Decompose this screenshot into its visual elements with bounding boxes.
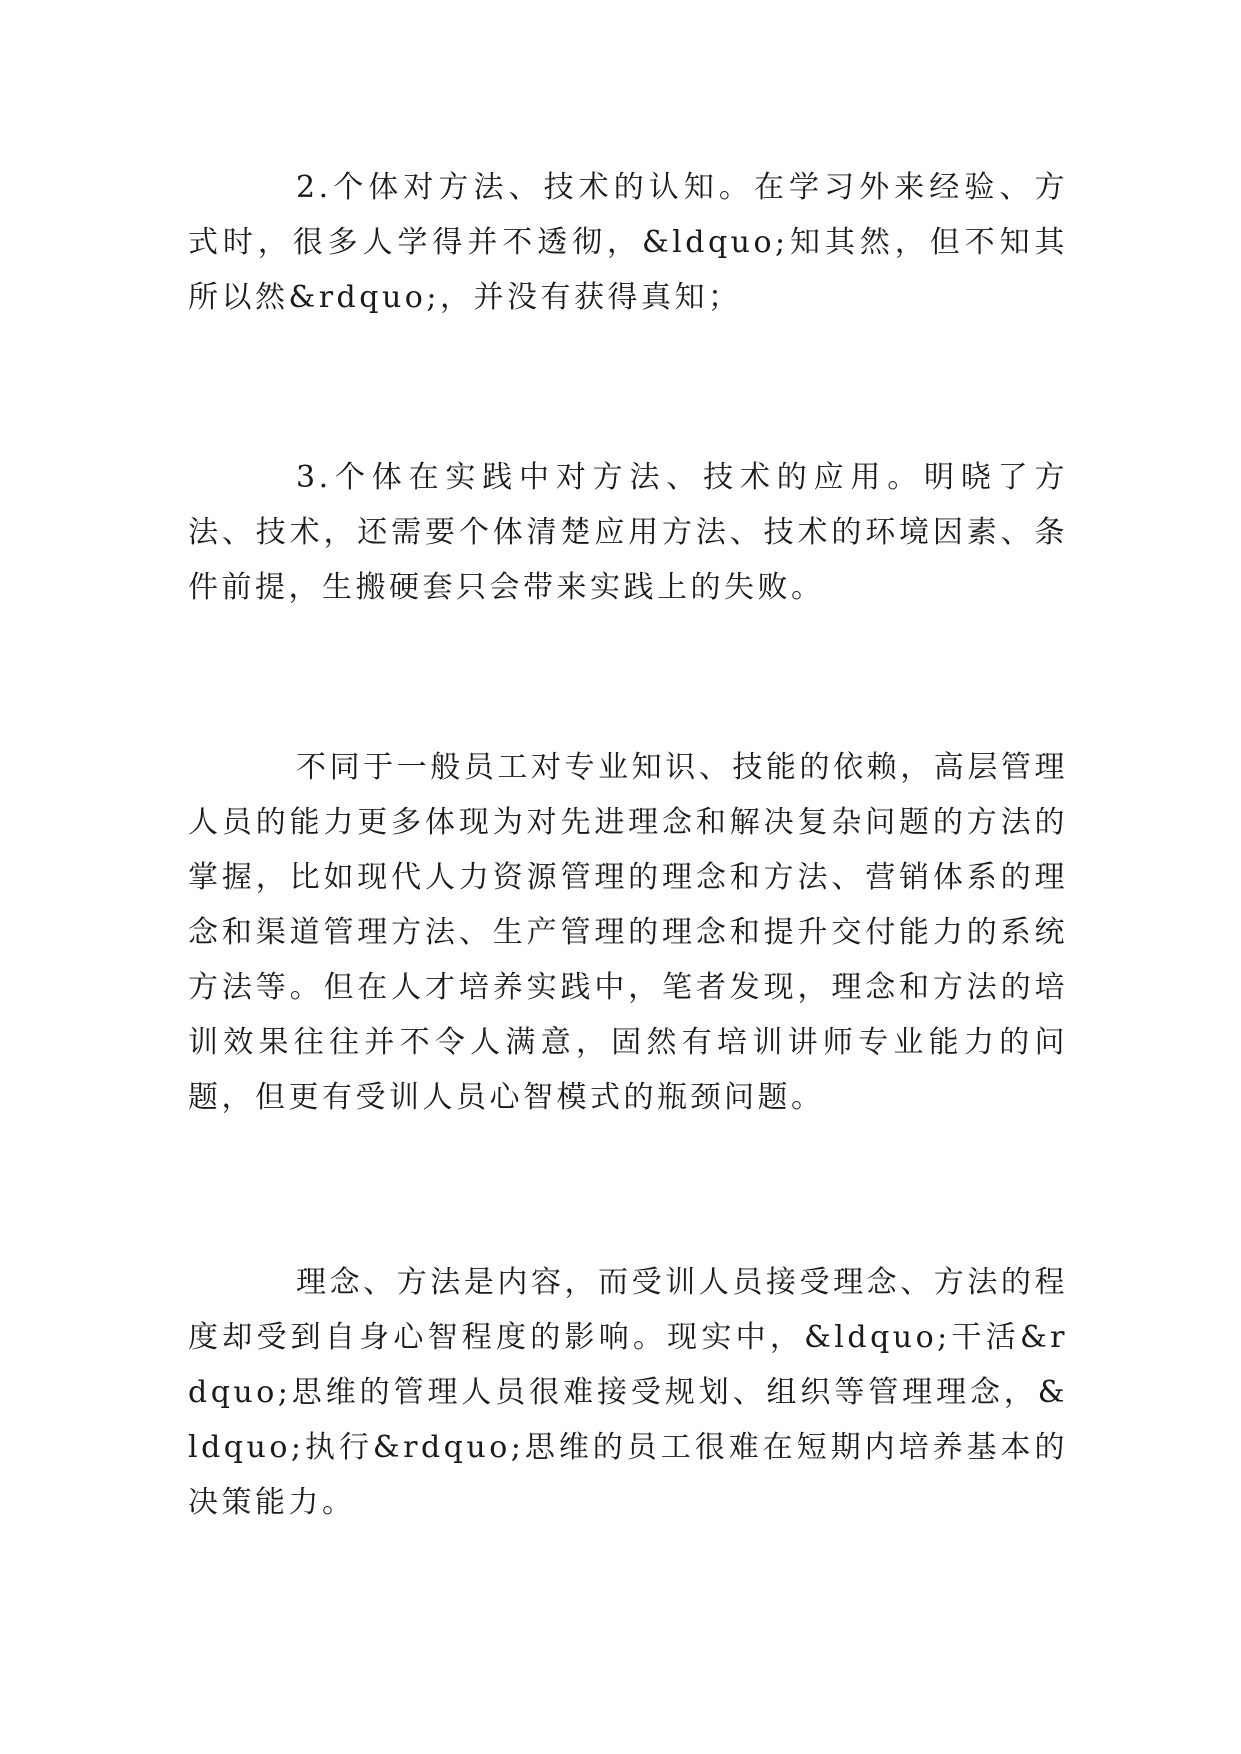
paragraph-mental-model: 理念、方法是内容，而受训人员接受理念、方法的程度却受到自身心智程度的影响。现实中，&ldquo;干活&rdquo;思维的管理人员很难接受规划、组织等管理理念，&ldquo;执行&rdquo;思维的员工很难在短期内培养基本的决策能力。 (188, 1265, 1068, 1520)
paragraph-method-cognition: 2.个体对方法、技术的认知。在学习外来经验、方式时，很多人学得并不透彻，&ldquo;知其然，但不知其所以然&rdquo;，并没有获得真知； (188, 170, 1068, 315)
paragraph-senior-management-ability: 不同于一般员工对专业知识、技能的依赖，高层管理人员的能力更多体现为对先进理念和解决复杂问题的方法的掌握，比如现代人力资源管理的理念和方法、营销体系的理念和渠道管理方法、生产管理的理念和提升交付能力的系统方法等。但在人才培养实践中，笔者发现，理念和方法的培训效果往往并不令人满意，固然有培训讲师专业能力的问题，但更有受训人员心智模式的瓶颈问题。 (188, 750, 1068, 1115)
paragraph-method-application: 3.个体在实践中对方法、技术的应用。明晓了方法、技术，还需要个体清楚应用方法、技术的环境因素、条件前提，生搬硬套只会带来实践上的失败。 (188, 460, 1068, 605)
